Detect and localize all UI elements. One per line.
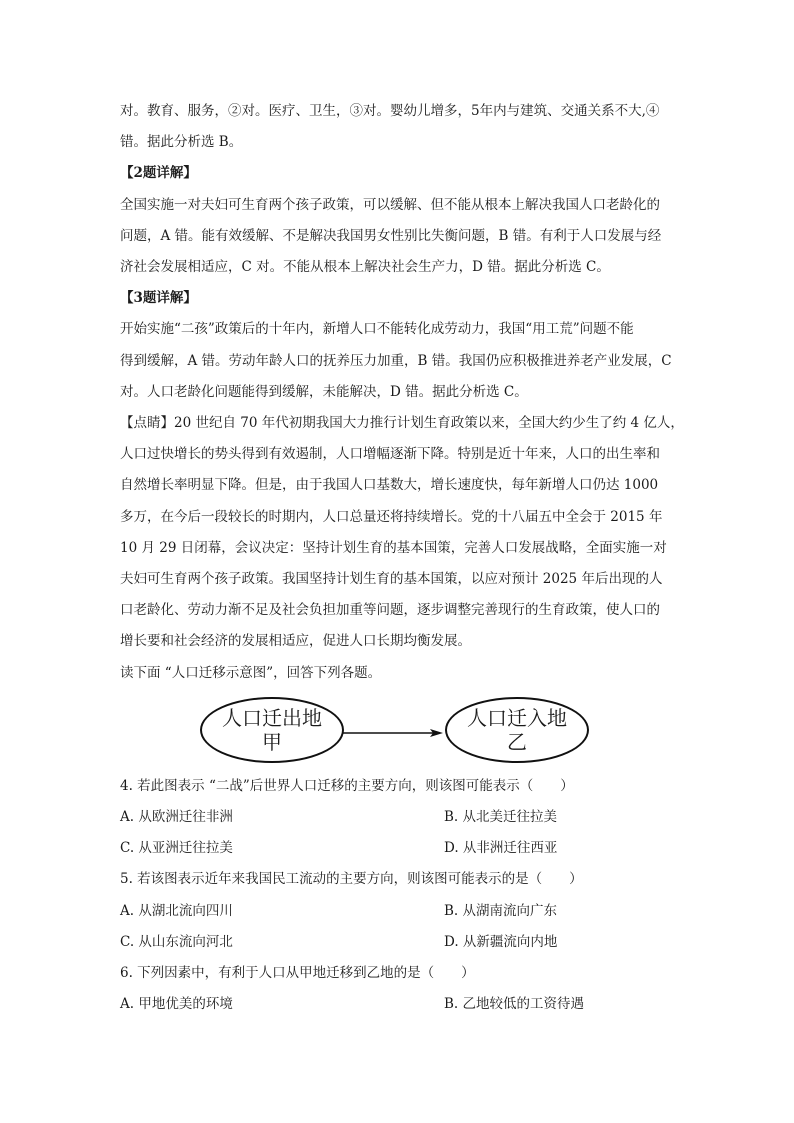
question-stem: 5. 若该图表示近年来我国民工流动的主要方向，则该图可能表示的是（ ） — [120, 871, 583, 888]
arrow-icon — [342, 728, 443, 738]
destination-label: 人口迁入地 — [467, 705, 567, 730]
option-row — [120, 896, 680, 927]
question-stem: 4. 若此图表示 “二战”后世界人口迁移的主要方向，则该图可能表示（ ） — [120, 777, 574, 794]
option-a: A. 从湖北流向四川 — [120, 902, 233, 919]
option-row — [120, 802, 680, 833]
text-line: 夫妇可生育两个孩子政策。我国坚持计划生育的基本国策，以应对预计 2025 年后出现的人 — [120, 571, 663, 588]
option-a: A. 从欧洲迁往非洲 — [120, 809, 233, 826]
option-a: A. 甲地优美的环境 — [120, 996, 233, 1013]
option-row — [120, 833, 680, 864]
option-row — [120, 989, 680, 1020]
option-c: C. 从山东流向河北 — [120, 933, 233, 950]
section-heading-2: 【2题详解】 — [120, 165, 197, 182]
option-b: B. 乙地较低的工资待遇 — [444, 996, 585, 1013]
text-line: 全国实施一对夫妇可生育两个孩子政策，可以缓解、但不能从根本上解决我国人口老龄化的 — [120, 196, 660, 213]
option-b: B. 从北美迁往拉美 — [444, 809, 558, 826]
option-d: D. 从新疆流向内地 — [444, 933, 558, 950]
origin-name: 甲 — [262, 729, 282, 754]
text-line: 人口过快增长的势头得到有效遏制，人口增幅逐渐下降。特别是近十年来，人口的出生率和 — [120, 446, 660, 463]
text-line: 对。人口老龄化问题能得到缓解，未能解决，D 错。据此分析选 C。 — [120, 383, 528, 400]
text-line: 口老龄化、劳动力渐不足及社会负担加重等问题，逐步调整完善现行的生育政策，使人口的 — [120, 602, 660, 619]
text-line: 【点睛】20 世纪自 70 年代初期我国大力推行计划生育政策以来，全国大约少生了约 4 亿人， — [120, 415, 684, 432]
section-heading-3: 【3题详解】 — [120, 290, 197, 307]
text-line: 对。教育、服务，②对。医疗、卫生，③对。婴幼儿增多，5年内与建筑、交通关系不大,④ — [120, 103, 660, 119]
diagram-intro: 读下面 “人口迁移示意图”，回答下列各题。 — [120, 664, 382, 681]
text-line: 自然增长率明显下降。但是，由于我国人口基数大，增长速度快，每年新增人口仍达 1000 — [120, 477, 659, 494]
option-c: C. 从亚洲迁往拉美 — [120, 840, 233, 857]
option-row — [120, 927, 680, 958]
question-stem: 6. 下列因素中，有利于人口从甲地迁移到乙地的是（ ） — [120, 965, 475, 982]
text-line: 问题，A 错。能有效缓解、不是解决我国男女性别比失衡问题，B 错。有利于人口发展与经 — [120, 227, 662, 244]
migration-diagram — [120, 693, 680, 771]
text-line: 开始实施“二孩”政策后的十年内，新增人口不能转化成劳动力，我国“用工荒”问题不能 — [120, 321, 634, 338]
text-line: 多万，在今后一段较长的时期内，人口总量还将持续增长。党的十八届五中全会于 2015 年 — [120, 508, 663, 525]
destination-name: 乙 — [507, 729, 527, 754]
option-d: D. 从非洲迁往西亚 — [444, 840, 558, 857]
destination-ellipse — [445, 697, 589, 763]
origin-label: 人口迁出地 — [222, 705, 322, 730]
text-line: 济社会发展相适应，C 对。不能从根本上解决社会生产力，D 错。据此分析选 C。 — [120, 259, 610, 276]
option-b: B. 从湖南流向广东 — [444, 902, 558, 919]
document-page — [120, 96, 684, 1020]
text-line: 错。据此分析选 B。 — [120, 134, 243, 151]
origin-ellipse — [200, 697, 344, 763]
text-line: 得到缓解，A 错。劳动年龄人口的抚养压力加重，B 错。我国仍应积极推进养老产业发展，C — [120, 352, 672, 369]
text-line: 增长要和社会经济的发展相适应，促进人口长期均衡发展。 — [120, 633, 471, 650]
text-line: 10 月 29 日闭幕，会议决定：坚持计划生育的基本国策，完善人口发展战略，全面实施一对 — [120, 539, 667, 556]
